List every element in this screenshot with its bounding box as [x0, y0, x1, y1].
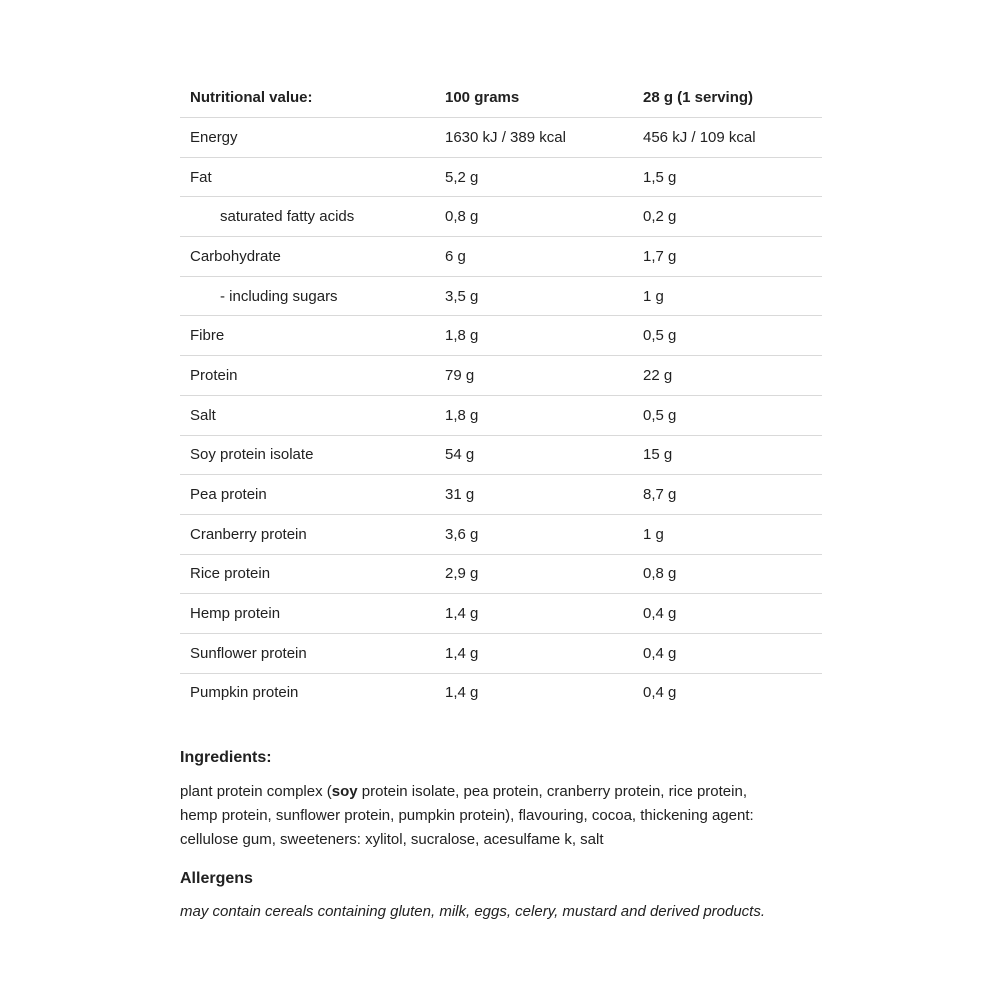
value-per-100g: 54 g [445, 446, 475, 464]
ingredients-text [180, 780, 822, 852]
value-per-serving: 1,5 g [643, 168, 677, 186]
table-row [180, 118, 822, 158]
table-row [180, 277, 822, 317]
value-per-100g: 1,4 g [445, 605, 479, 623]
value-per-serving: 1 g [643, 287, 664, 305]
allergens-heading: Allergens [180, 870, 253, 888]
table-row [180, 316, 822, 356]
header-per-serving: 28 g (1 serving) [643, 89, 754, 106]
value-per-serving: 0,4 g [643, 605, 677, 623]
row-label: Protein [190, 366, 238, 384]
table-row [180, 515, 822, 555]
row-label: Salt [190, 406, 216, 424]
value-per-100g: 0,8 g [445, 208, 479, 226]
value-per-serving: 0,4 g [643, 684, 677, 702]
value-per-100g: 1,8 g [445, 327, 479, 345]
value-per-serving: 0,2 g [643, 208, 677, 226]
table-row [180, 634, 822, 674]
table-header-row [180, 78, 822, 118]
value-per-serving: 1 g [643, 525, 664, 543]
table-row [180, 396, 822, 436]
ingredients-heading: Ingredients: [180, 749, 272, 767]
row-label: Hemp protein [190, 605, 281, 623]
value-per-serving: 15 g [643, 446, 673, 464]
table-row [180, 594, 822, 634]
value-per-serving: 0,5 g [643, 327, 677, 345]
value-per-serving: 456 kJ / 109 kcal [643, 128, 756, 146]
row-label: Pumpkin protein [190, 684, 299, 702]
nutrition-label [180, 78, 822, 922]
value-per-100g: 1630 kJ / 389 kcal [445, 128, 566, 146]
value-per-serving: 8,7 g [643, 486, 677, 504]
value-per-100g: 31 g [445, 486, 475, 504]
row-label: Energy [190, 128, 238, 146]
header-per-100g: 100 grams [445, 89, 520, 106]
table-row [180, 674, 822, 713]
value-per-serving: 1,7 g [643, 247, 677, 265]
value-per-serving: 22 g [643, 366, 673, 384]
value-per-100g: 5,2 g [445, 168, 479, 186]
ingredients-line1-pre: plant protein complex ( [180, 783, 332, 801]
allergens-text: may contain cereals containing gluten, milk, eggs, celery, mustard and derived products. [180, 903, 766, 921]
row-label: Fibre [190, 327, 225, 345]
table-row [180, 197, 822, 237]
row-label: Cranberry protein [190, 525, 307, 543]
value-per-serving: 0,4 g [643, 644, 677, 662]
row-label: Carbohydrate [190, 247, 281, 265]
value-per-100g: 6 g [445, 247, 466, 265]
value-per-serving: 0,8 g [643, 565, 677, 583]
table-row [180, 158, 822, 198]
value-per-serving: 0,5 g [643, 406, 677, 424]
value-per-100g: 1,4 g [445, 684, 479, 702]
value-per-100g: 3,6 g [445, 525, 479, 543]
table-body [180, 118, 822, 712]
table-row [180, 555, 822, 595]
ingredients-line2: hemp protein, sunflower protein, pumpkin protein), flavouring, cocoa, thickening agent: [180, 807, 754, 825]
value-per-100g: 1,4 g [445, 644, 479, 662]
table-row [180, 237, 822, 277]
table-row [180, 356, 822, 396]
header-nutritional-value: Nutritional value: [190, 89, 313, 106]
row-label: Rice protein [190, 565, 271, 583]
table-row [180, 475, 822, 515]
ingredients-line1-bold: soy [331, 783, 358, 801]
row-label: Sunflower protein [190, 644, 307, 662]
row-label: Pea protein [190, 486, 267, 504]
table-row [180, 436, 822, 476]
row-label: Fat [190, 168, 212, 186]
value-per-100g: 79 g [445, 366, 475, 384]
ingredients-line3: cellulose gum, sweeteners: xylitol, sucralose, acesulfame k, salt [180, 831, 604, 849]
value-per-100g: 1,8 g [445, 406, 479, 424]
row-label: Soy protein isolate [190, 446, 314, 464]
value-per-100g: 2,9 g [445, 565, 479, 583]
ingredients-line1-post: protein isolate, pea protein, cranberry protein, rice protein, [357, 783, 747, 801]
row-label: - including sugars [220, 287, 338, 305]
row-label: saturated fatty acids [220, 208, 355, 226]
value-per-100g: 3,5 g [445, 287, 479, 305]
